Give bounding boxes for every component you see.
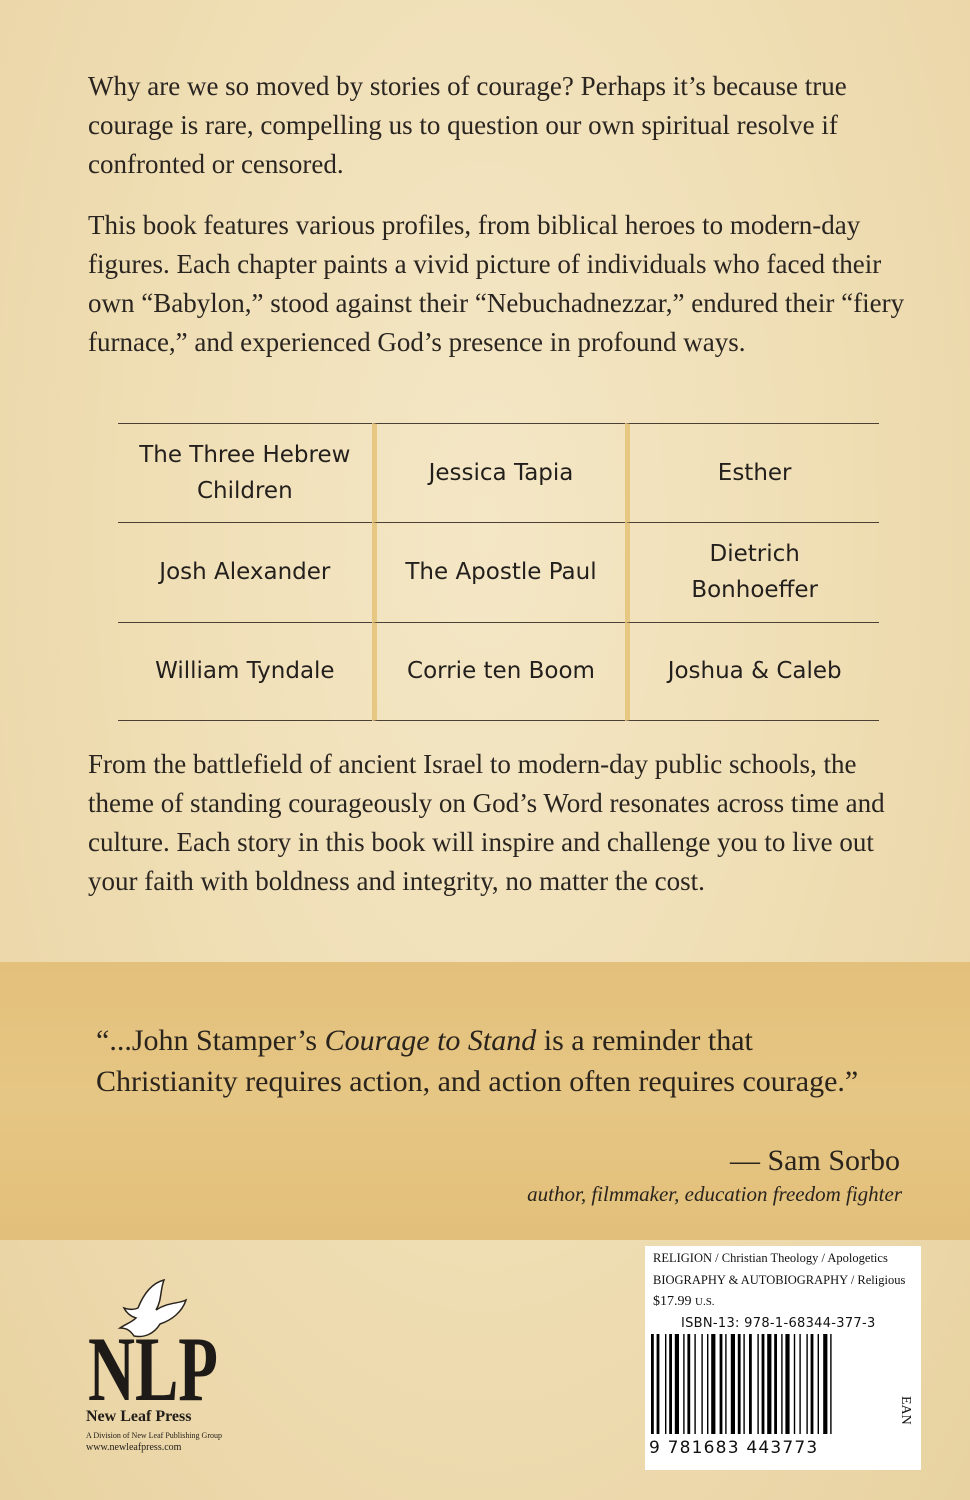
profile-cell: Corrie ten Boom — [372, 622, 626, 721]
price-line — [653, 1294, 715, 1310]
publisher-subtitle: A Division of New Leaf Publishing Group — [86, 1431, 222, 1440]
barcode-bar — [823, 1334, 827, 1434]
bisac-category-2: BIOGRAPHY & AUTOBIOGRAPHY / Religious — [653, 1273, 906, 1287]
quote-author: — Sam Sorbo — [729, 1144, 900, 1177]
barcode-bar — [731, 1334, 735, 1434]
barcode-bars — [649, 1334, 891, 1438]
barcode-bar — [711, 1334, 715, 1434]
profile-cell: Dietrich Bonhoeffer — [625, 522, 879, 621]
quote-text-end: is a reminder that Christianity requires action, and action often requires courage.” — [96, 1024, 859, 1098]
isbn: ISBN-13: 978-1-68344-377-3 — [681, 1316, 876, 1331]
barcode-bar — [749, 1334, 752, 1434]
profile-cell: Joshua & Caleb — [625, 622, 879, 721]
publisher-name: New Leaf Press — [86, 1408, 192, 1425]
quote-text-start: “...John Stamper’s — [96, 1024, 325, 1057]
bisac-category-1: RELIGION / Christian Theology / Apologetics — [653, 1251, 888, 1265]
ean-label: EAN — [898, 1396, 913, 1425]
publisher-url: www.newleafpress.com — [86, 1442, 182, 1453]
barcode-bar — [794, 1334, 795, 1434]
description-paragraph-1: Why are we so moved by stories of courage? Perhaps it’s because true courage is rare, compelling us to question our own spiritual resolve if confronted or censored. — [88, 71, 847, 179]
description-paragraph-2: This book features various profiles, from biblical heroes to modern-day figures. Each chapter paints a vivid picture of individuals who faced their own “Babylon,” stood against their “Nebuchadnezzar,” endured their “fiery furnace,” and experienced God’s presence in profound ways. — [88, 210, 905, 357]
quote-author-description: author, filmmaker, education freedom fighter — [527, 1182, 902, 1206]
profiles-grid — [118, 423, 879, 721]
barcode-bar — [743, 1334, 744, 1434]
profile-cell: Josh Alexander — [118, 522, 372, 621]
barcode-bar — [818, 1334, 819, 1434]
barcode-bar — [683, 1334, 684, 1434]
profile-cell: Jessica Tapia — [372, 423, 626, 522]
profile-cell: The Apostle Paul — [372, 522, 626, 621]
barcode-bar — [701, 1334, 702, 1434]
barcode-bar — [774, 1334, 777, 1434]
barcode-bar — [651, 1334, 654, 1434]
barcode-bar — [687, 1334, 690, 1434]
barcode-bar — [785, 1334, 789, 1434]
price: $17.99 — [653, 1294, 692, 1309]
barcode-bar — [669, 1334, 672, 1434]
barcode-bar — [725, 1334, 726, 1434]
barcode-bar — [657, 1334, 660, 1434]
price-currency: U.S. — [695, 1296, 715, 1308]
barcode-bar — [675, 1334, 679, 1434]
barcode-bar — [767, 1334, 771, 1434]
barcode-bar — [738, 1334, 741, 1434]
barcode-box — [645, 1246, 921, 1470]
profile-cell: The Three Hebrew Children — [118, 423, 372, 522]
endorsement-quote — [96, 1020, 876, 1102]
profile-cell: William Tyndale — [118, 622, 372, 721]
barcode-bar — [720, 1334, 723, 1434]
barcode-bar — [781, 1334, 782, 1434]
barcode-bar — [707, 1334, 708, 1434]
profile-cell: Esther — [625, 423, 879, 522]
barcode-bar — [799, 1334, 800, 1434]
new-leaf-press-logo — [86, 1278, 221, 1408]
barcode-digits: 9 781683 443773 — [649, 1438, 819, 1458]
barcode-bar — [665, 1334, 666, 1434]
description-paragraph-3: From the battlefield of ancient Israel to modern-day public schools, the theme of standing courageously on God’s Word resonates across time and culture. Each story in this book will inspire and challenge you to live out your faith with boldness and integrity, no matter the cost. — [88, 749, 885, 896]
barcode-bar — [757, 1334, 758, 1434]
barcode-bar — [830, 1334, 831, 1434]
book-title: Courage to Stand — [324, 1024, 537, 1057]
barcode-bar — [694, 1334, 695, 1434]
barcode-bar — [762, 1334, 765, 1434]
barcode-bar — [806, 1334, 807, 1434]
barcode-bar — [811, 1334, 814, 1434]
logo-letters: NLP — [88, 1318, 218, 1408]
